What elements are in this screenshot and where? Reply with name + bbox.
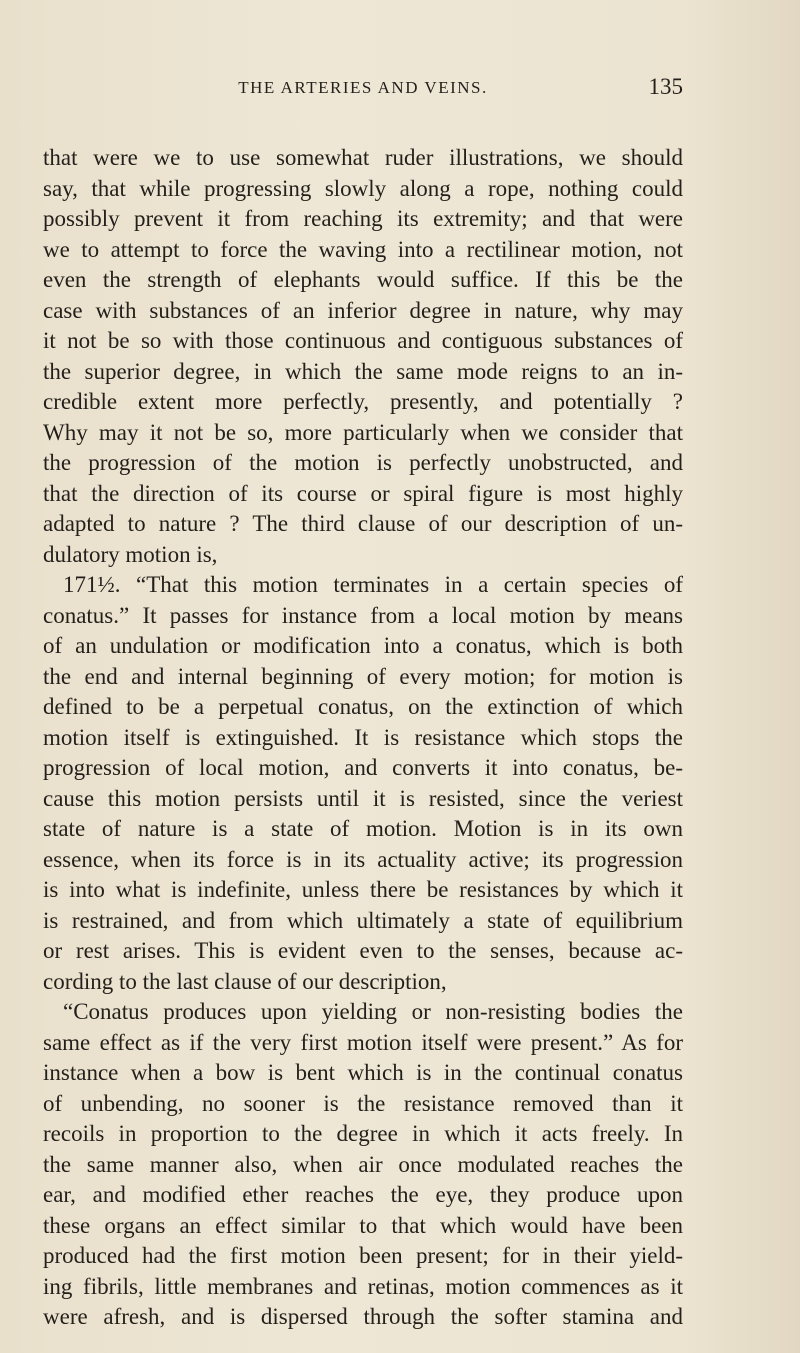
text-line: were afresh, and is dispersed through the softer stamina and — [43, 1304, 683, 1329]
text-line: is into what is indefinite, unless there be resistances by which it — [43, 877, 683, 902]
text-line: cording to the last clause of our description, — [43, 968, 447, 994]
text-line: is restrained, and from which ultimately a state of equilibrium — [43, 907, 683, 933]
text-line: 171½. “That this motion terminates in a certain species of — [63, 572, 683, 597]
text-line: motion itself is extinguished. It is resistance which stops the — [43, 724, 683, 750]
text-line: these organs an effect similar to that which would have been — [43, 1212, 683, 1238]
text-line: essence, when its force is in its actuality active; its progression — [43, 846, 683, 872]
text-line: the progression of the motion is perfectly unobstructed, and — [43, 450, 683, 475]
text-line: produced had the first motion been present; for in their yield- — [43, 1243, 683, 1268]
text-line: that the direction of its course or spiral figure is most highly — [43, 480, 683, 506]
text-line: conatus.” It passes for instance from a local motion by means — [43, 602, 683, 628]
text-line: cause this motion persists until it is resisted, since the veriest — [43, 785, 683, 811]
text-line: of unbending, no sooner is the resistance removed than it — [43, 1090, 683, 1116]
text-line: it not be so with those continuous and contiguous substances of — [43, 328, 683, 353]
running-head: THE ARTERIES AND VEINS. — [238, 78, 488, 97]
text-line: possibly prevent it from reaching its extremity; and that were — [43, 206, 683, 231]
text-line: that were we to use somewhat ruder illustrations, we should — [43, 145, 683, 170]
page-header — [43, 74, 683, 104]
text-line: recoils in proportion to the degree in which it acts freely. In — [43, 1121, 683, 1146]
text-line: case with substances of an inferior degree in nature, why may — [43, 297, 683, 323]
text-line: ear, and modified ether reaches the eye, they produce upon — [43, 1182, 683, 1207]
text-line: even the strength of elephants would suffice. If this be the — [43, 267, 683, 292]
text-line: we to attempt to force the waving into a rectilinear motion, not — [43, 236, 683, 262]
page-number: 135 — [648, 74, 683, 99]
text-line: state of nature is a state of motion. Motion is in its own — [43, 816, 683, 841]
text-line: adapted to nature ? The third clause of our description of un- — [43, 511, 683, 536]
text-line: ing fibrils, little membranes and retinas, motion commences as it — [43, 1273, 683, 1299]
text-line: progression of local motion, and converts it into conatus, be- — [43, 755, 683, 780]
body-text — [43, 143, 683, 1333]
text-line: same effect as if the very first motion itself were present.” As for — [43, 1029, 683, 1055]
text-line: the end and internal beginning of every motion; for motion is — [43, 663, 683, 689]
text-line: credible extent more perfectly, presently, and potentially ? — [43, 389, 683, 414]
text-line: dulatory motion is, — [43, 541, 218, 567]
text-line: Why may it not be so, more particularly when we consider that — [43, 419, 683, 445]
text-line: the superior degree, in which the same mode reigns to an in- — [43, 358, 683, 384]
text-line: of an undulation or modification into a conatus, which is both — [43, 633, 683, 658]
text-line: instance when a bow is bent which is in the continual conatus — [43, 1060, 683, 1085]
text-line: or rest arises. This is evident even to the senses, because ac- — [43, 938, 683, 963]
text-line: “Conatus produces upon yielding or non-resisting bodies the — [63, 999, 683, 1024]
text-line: defined to be a perpetual conatus, on the extinction of which — [43, 694, 683, 719]
text-line: say, that while progressing slowly along a rope, nothing could — [43, 175, 683, 201]
text-line: the same manner also, when air once modulated reaches the — [43, 1151, 683, 1177]
